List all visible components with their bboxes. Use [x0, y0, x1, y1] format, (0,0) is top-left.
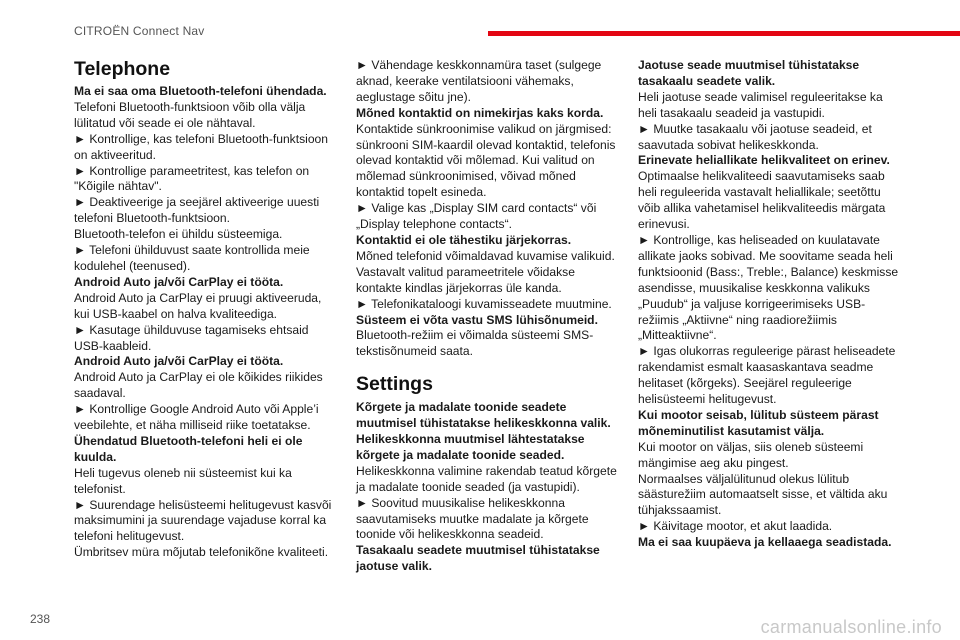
- issue-heading: Tasakaalu seadete muutmisel tühistatakse jaotuse valik.: [356, 543, 600, 574]
- paragraph: ► Valige kas „Display SIM card contacts“ või „Display telephone contacts“.: [356, 201, 597, 232]
- issue-heading: Süsteem ei võta vastu SMS lühisõnumeid.: [356, 312, 598, 327]
- paragraph: Heli tugevus oleneb nii süsteemist kui ka telefonist.: [74, 465, 292, 496]
- issue-heading: Kui mootor seisab, lülitub süsteem pärast mõneminutilist kasutamist välja.: [638, 407, 879, 438]
- paragraph: Normaalses väljalülitunud olekus lülitub säästurežiim automaatselt sisse, et vältida aku tühjakssaamist.: [638, 471, 888, 518]
- paragraph: ► Soovitud muusikalise helikeskkonna saavutamiseks muutke madalate ja kõrgete toonide või helikeskkonna seadeid.: [356, 495, 589, 542]
- paragraph: Kui mootor on väljas, siis oleneb süsteemi mängimise aeg aku pingest.: [638, 439, 864, 470]
- issue-heading: Android Auto ja/või CarPlay ei tööta.: [74, 274, 284, 289]
- text-column-middle: [356, 58, 622, 575]
- paragraph: Optimaalse helikvaliteedi saavutamiseks saab heli reguleerida vastavalt heliallikale; seetõttu võib allika vahetamisel helikvaliteedis märgata erinevusi.: [638, 169, 886, 232]
- paragraph: ► Suurendage helisüsteemi helitugevust kasvõi maksimumini ja suurendage vajaduse korral ka telefoni helitugevust.: [74, 497, 332, 544]
- paragraph: ► Vähendage keskkonnamüra taset (sulgege aknad, keerake ventilatsiooni vähemaks, aeglustage sõitu jne).: [356, 58, 602, 104]
- paragraph: Mõned telefonid võimaldavad kuvamise valikuid. Vastavalt valitud parameetritele võidakse kontakte kindlas järjekorras üle kanda.: [356, 248, 615, 295]
- issue-heading: Erinevate heliallikate helikvaliteet on erinev.: [638, 153, 890, 168]
- paragraph: Bluetooth-režiim ei võimalda süsteemi SMS-tekstisõnumeid saata.: [356, 328, 594, 359]
- issue-heading: Ma ei saa oma Bluetooth-telefoni ühendada.: [74, 84, 327, 98]
- paragraph: ► Kontrollige parameetritest, kas telefon on "Kõigile nähtav".: [74, 163, 310, 194]
- paragraph: ► Käivitage mootor, et akut laadida.: [638, 519, 833, 534]
- section-heading: Telephone: [74, 58, 171, 80]
- paragraph: Bluetooth-telefon ei ühildu süsteemiga.: [74, 227, 283, 242]
- section-heading: Settings: [356, 373, 433, 396]
- paragraph: ► Kontrollige, kas telefoni Bluetooth-funktsioon on aktiveeritud.: [74, 131, 328, 162]
- issue-heading: Jaotuse seade muutmisel tühistatakse tasakaalu seadete valik.: [638, 58, 860, 88]
- paragraph: ► Kasutage ühilduvuse tagamiseks ehtsaid USB-kaableid.: [74, 322, 309, 353]
- paragraph: Android Auto ja CarPlay ei ole kõikides riikides saadaval.: [74, 370, 323, 401]
- paragraph: ► Kontrollige Google Android Auto või Apple’i veebilehte, et näha milliseid riike toetatakse.: [74, 402, 319, 433]
- paragraph: Telefoni Bluetooth-funktsioon võib olla välja lülitatud või seade ei ole nähtaval.: [74, 99, 306, 130]
- issue-heading: Ühendatud Bluetooth-telefoni heli ei ole kuulda.: [74, 433, 303, 464]
- text-column-left: [74, 57, 340, 561]
- paragraph: Heli jaotuse seade valimisel reguleeritakse ka heli tasakaalu seadeid ja vastupidi.: [638, 89, 883, 120]
- paragraph: Kontaktide sünkroonimise valikud on järgmised: sünkrooni SIM-kaardil olevad kontaktid, telefonis olevad kontaktid või mõlemad. Kui valitud on mõlemad sünkroonimised, võivad mõned kontaktid topelt esineda.: [356, 121, 616, 200]
- paragraph: ► Telefoni ühilduvust saate kontrollida meie kodulehel (teenused).: [74, 243, 310, 273]
- issue-heading: Ma ei saa kuupäeva ja kellaaega seadistada.: [638, 535, 892, 550]
- site-watermark: carmanualsonline.info: [760, 617, 942, 637]
- issue-heading: Android Auto ja/või CarPlay ei tööta.: [74, 354, 284, 369]
- paragraph: Android Auto ja CarPlay ei pruugi aktiveeruda, kui USB-kaabel on halva kvaliteediga.: [74, 290, 322, 321]
- paragraph: ► Telefonikataloogi kuvamisseadete muutmine.: [356, 296, 612, 311]
- paragraph: ► Igas olukorras reguleerige pärast heliseadete rakendamist esmalt kaasaskantava seadme helitaset (kõrgeks). Seejärel reguleerige helisüsteemi helitugevust.: [638, 344, 896, 407]
- issue-heading: Kõrgete ja madalate toonide seadete muutmisel tühistatakse helikeskkonna valik.: [356, 400, 611, 431]
- issue-heading: Kontaktid ei ole tähestiku järjekorras.: [356, 232, 572, 247]
- page-number: 238: [30, 612, 51, 626]
- paragraph: ► Kontrollige, kas heliseaded on kuulatavate allikate jaoks sobivad. Me soovitame seada heli funktsioonid (Bass:, Treble:, Balance) keskmisse asendisse, muusikalise keskkonna valikuks „Puudub“ ja valjuse korrigeerimiseks USB-režiimis „Aktiivne“ ning raadiorežiimis „Mitteaktiivne“.: [638, 232, 899, 343]
- paragraph: Helikeskkonna valimine rakendab teatud kõrgete ja madalate toonide seaded (ja vastupidi).: [356, 463, 617, 494]
- text-column-right: [638, 58, 904, 551]
- header-accent-bar: [488, 31, 960, 36]
- manual-header-title: CITROËN Connect Nav: [74, 24, 205, 38]
- paragraph: ► Deaktiveerige ja seejärel aktiveerige uuesti telefoni Bluetooth-funktsioon.: [74, 195, 320, 226]
- paragraph: ► Muutke tasakaalu või jaotuse seadeid, et saavutada sobivat helikeskkonda.: [638, 121, 872, 152]
- issue-heading: Helikeskkonna muutmisel lähtestatakse kõrgete ja madalate toonide seaded.: [356, 432, 585, 462]
- issue-heading: Mõned kontaktid on nimekirjas kaks korda.: [356, 105, 604, 120]
- paragraph: Ümbritsev müra mõjutab telefonikõne kvaliteeti.: [74, 545, 329, 560]
